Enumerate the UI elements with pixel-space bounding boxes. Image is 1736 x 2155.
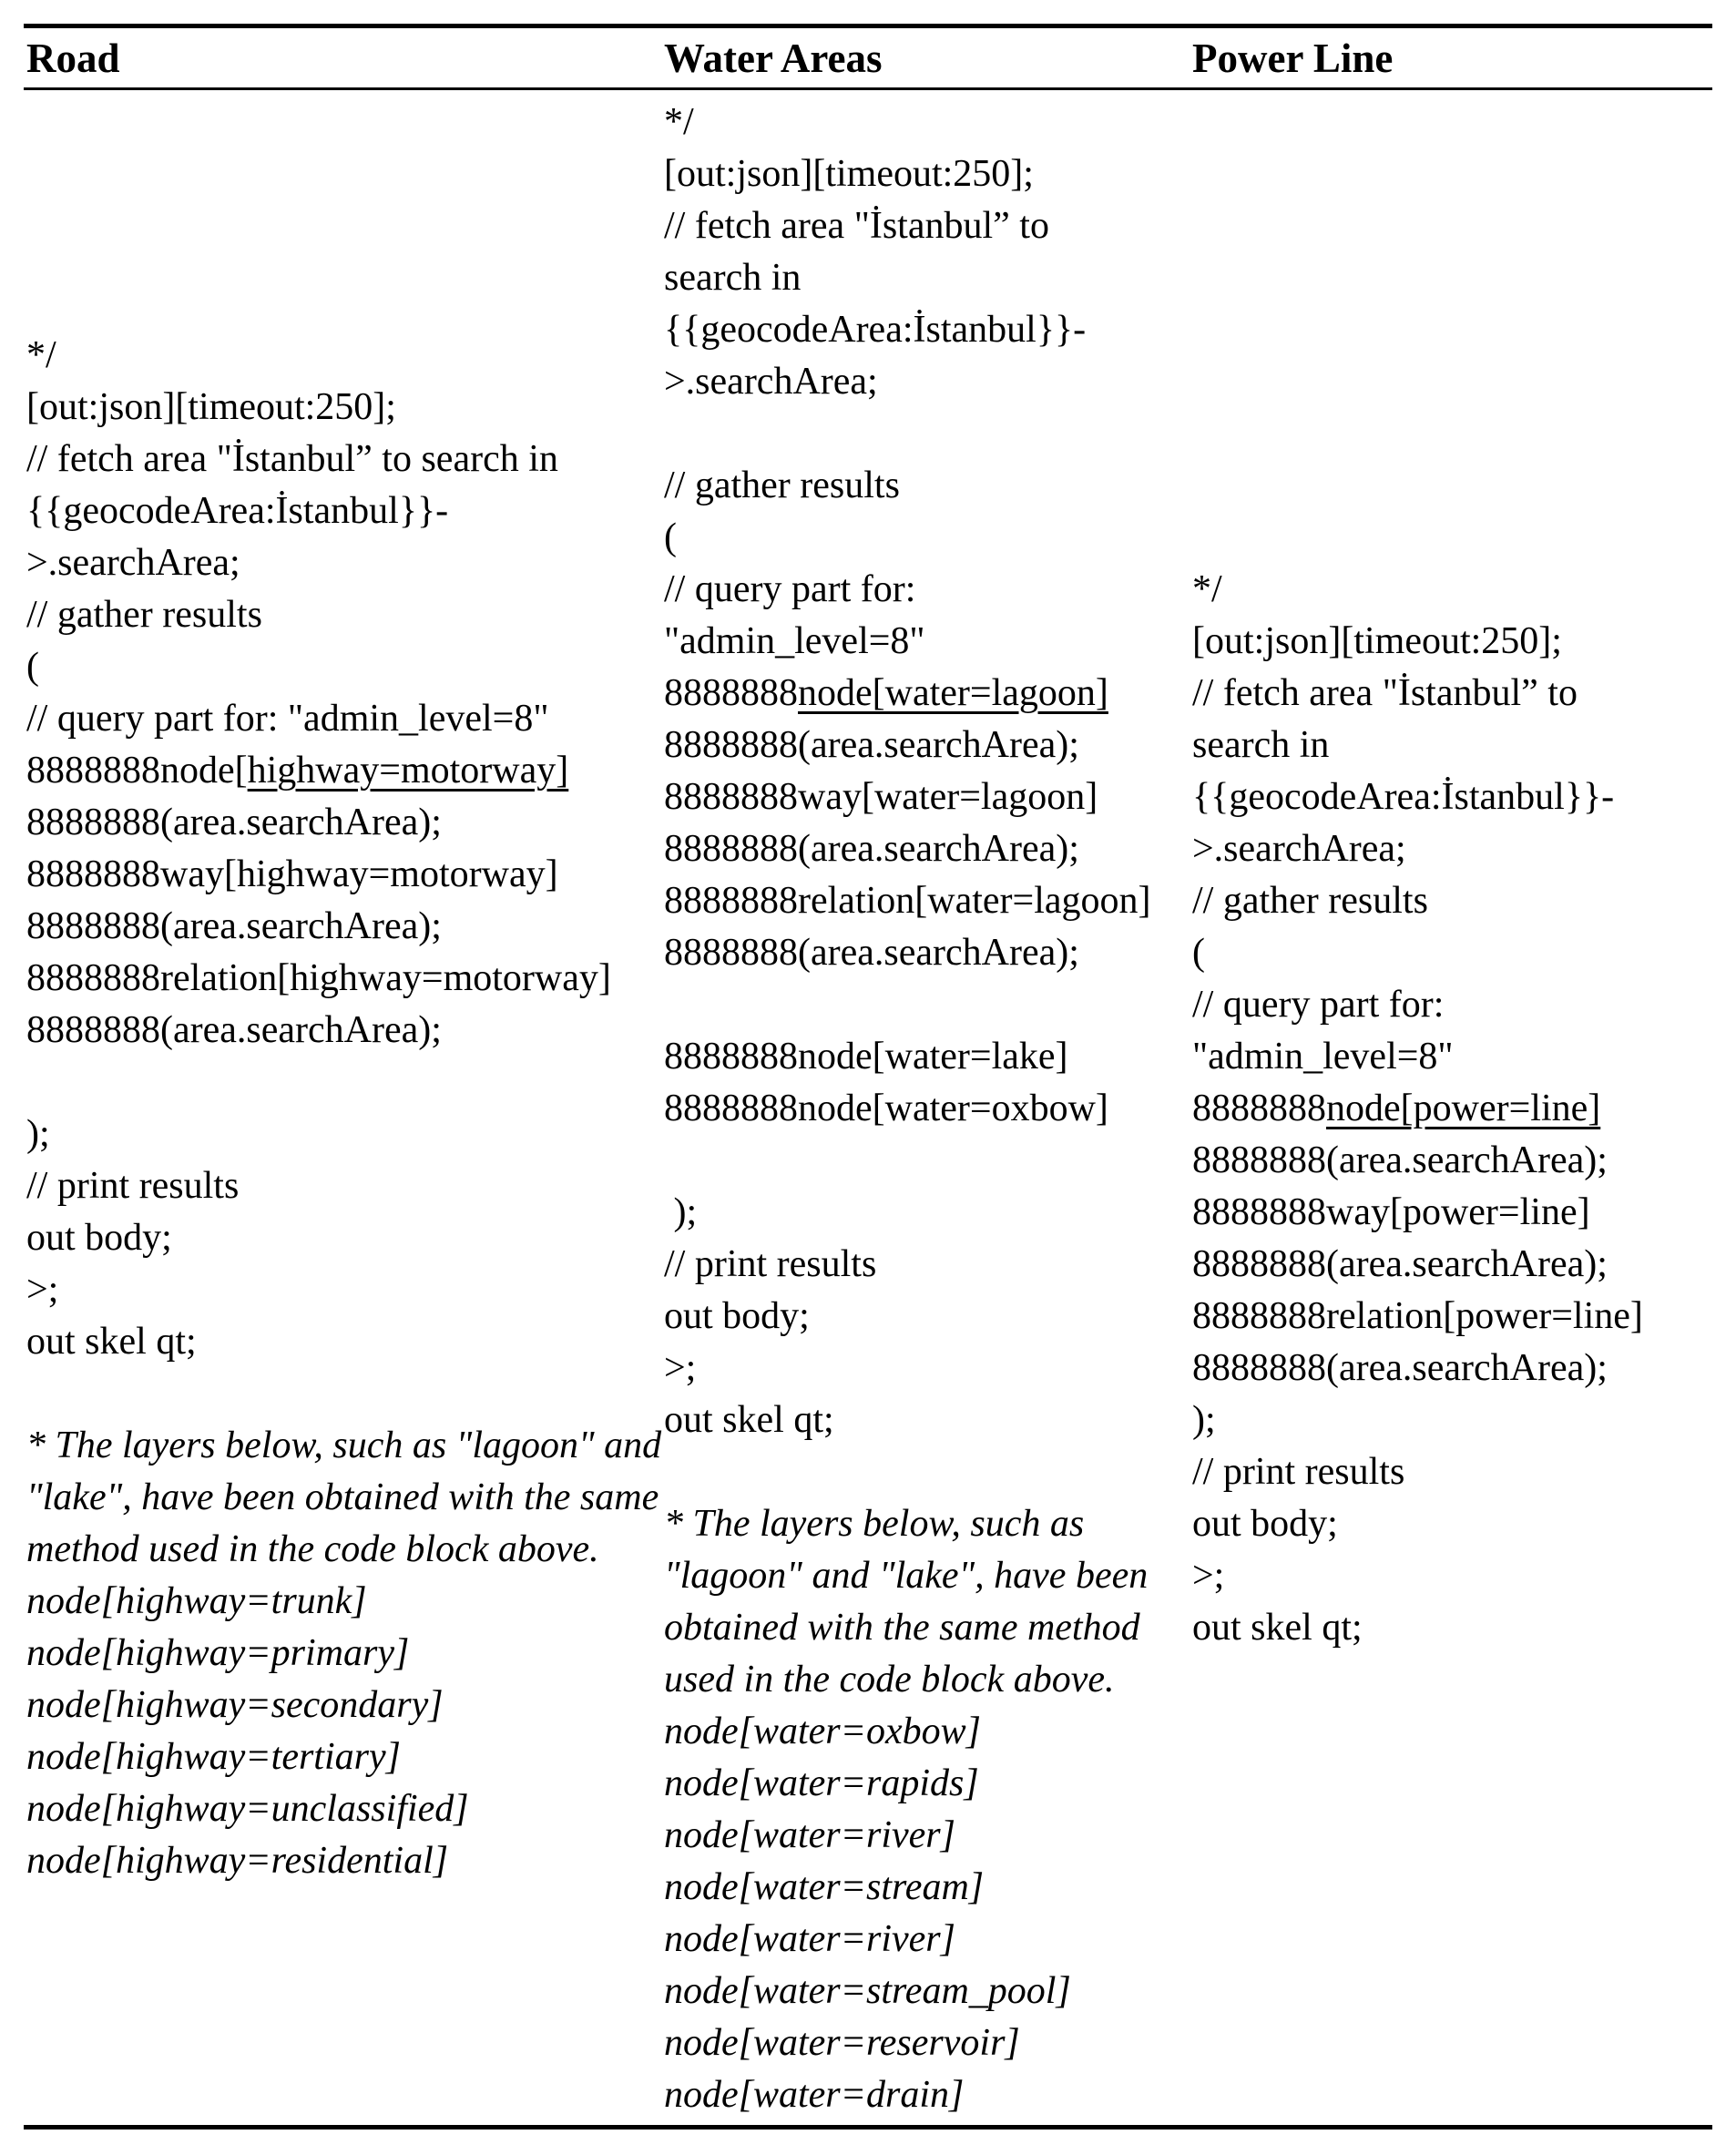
road-code-line (26, 1057, 661, 1108)
water-areas-code-line: ( (664, 516, 677, 558)
water-areas-code-line: 8888888node[water=oxbow] (664, 1087, 1108, 1129)
table-header-row (24, 28, 1712, 90)
power-line-code-line: 8888888(area.searchArea); (1192, 1139, 1608, 1181)
water-areas-code-line: "admin_level=8" (664, 619, 925, 662)
power-line-column-cell (1190, 564, 1718, 1654)
road-code-line: 8888888(area.searchArea); (26, 1009, 442, 1051)
power-line-code-line: search in (1192, 723, 1330, 766)
power-line-code-line-underlined: node[power=line] (1326, 1087, 1601, 1129)
water-areas-note-block (664, 1498, 1190, 2121)
water-areas-note-line: node[water=reservoir] (664, 2021, 1020, 2064)
water-areas-code-line: out skel qt; (664, 1398, 834, 1441)
water-areas-code-line: 8888888way[water=lagoon] (664, 775, 1098, 818)
water-areas-code-line: */ (664, 100, 694, 143)
road-note-block (26, 1420, 661, 1887)
road-code-line: [out:json][timeout:250]; (26, 386, 396, 428)
road-note-line: node[highway=trunk] (26, 1580, 367, 1622)
water-areas-note-line: used in the code block above. (664, 1658, 1115, 1701)
water-areas-code-line: 8888888relation[water=lagoon] (664, 879, 1151, 922)
road-note-line: node[highway=primary] (26, 1632, 410, 1674)
road-code-line: // gather results (26, 594, 262, 636)
road-note-line: "lake", have been obtained with the same (26, 1476, 659, 1518)
water-areas-code-line (664, 1135, 1190, 1187)
road-code-line: ( (26, 646, 39, 688)
power-line-code-line: [out:json][timeout:250]; (1192, 619, 1562, 662)
water-areas-code-line (664, 668, 1190, 720)
power-line-code-line: // query part for: (1192, 983, 1445, 1026)
power-line-code-line: 8888888(area.searchArea); (1192, 1346, 1608, 1389)
water-areas-note-line: node[water=rapids] (664, 1762, 979, 1804)
road-note-line: node[highway=residential] (26, 1840, 449, 1882)
water-areas-code-line: // print results (664, 1242, 877, 1285)
road-code-line: 8888888relation[highway=motorway] (26, 957, 611, 999)
water-areas-note-line: node[water=river] (664, 1917, 955, 1960)
water-areas-note-line: node[water=stream] (664, 1865, 985, 1908)
road-code-line: 8888888(area.searchArea); (26, 802, 442, 843)
power-line-code-line: >; (1192, 1554, 1225, 1597)
water-areas-code-line: >; (664, 1346, 697, 1389)
power-line-code-block (1192, 564, 1718, 1654)
road-note-line: node[highway=tertiary] (26, 1736, 401, 1778)
water-areas-code-line (664, 408, 1190, 460)
road-code-line: // fetch area "İstanbul” to search in (26, 438, 558, 480)
road-note-line: node[highway=secondary] (26, 1684, 444, 1726)
water-areas-note-line: node[water=stream_pool] (664, 1969, 1071, 2012)
column-header-power-line: Power Line (1192, 36, 1394, 81)
water-areas-code-line: >.searchArea; (664, 360, 878, 403)
power-line-code-line: "admin_level=8" (1192, 1035, 1454, 1078)
water-areas-code-line: ); (664, 1190, 698, 1233)
query-comparison-table (24, 24, 1712, 2129)
road-note-line: * The layers below, such as "lagoon" and (26, 1425, 662, 1466)
power-line-code-line: out body; (1192, 1502, 1338, 1545)
water-areas-code-line: 8888888(area.searchArea); (664, 723, 1079, 766)
power-line-code-line-prefix: 8888888 (1192, 1087, 1326, 1129)
water-areas-code-line: [out:json][timeout:250]; (664, 152, 1034, 195)
column-header-road: Road (26, 36, 120, 81)
road-code-line: {{geocodeArea:İstanbul}}- (26, 490, 449, 532)
water-areas-code-line: // query part for: (664, 567, 916, 610)
water-areas-code-line: 8888888node[water=lake] (664, 1035, 1068, 1078)
power-line-code-line: ); (1192, 1398, 1216, 1441)
road-code-line-prefix: 8888888node[ (26, 750, 248, 792)
power-line-code-line: */ (1192, 567, 1222, 610)
road-code-line: 8888888(area.searchArea); (26, 905, 442, 947)
water-areas-note-line: node[water=oxbow] (664, 1710, 981, 1752)
water-areas-code-line: // fetch area "İstanbul” to (664, 204, 1049, 247)
water-areas-code-line: out body; (664, 1294, 810, 1337)
water-areas-code-line: {{geocodeArea:İstanbul}}- (664, 308, 1087, 351)
power-line-code-line: // gather results (1192, 879, 1428, 922)
power-line-code-line: 8888888way[power=line] (1192, 1190, 1590, 1233)
power-line-code-line: ( (1192, 931, 1205, 974)
road-code-block (26, 330, 661, 1368)
road-code-line: ); (26, 1113, 50, 1155)
water-areas-code-line (664, 979, 1190, 1031)
road-code-line: 8888888way[highway=motorway] (26, 853, 558, 895)
water-areas-note-line: * The layers below, such as (664, 1502, 1085, 1545)
column-header-water-areas: Water Areas (664, 36, 883, 81)
road-code-line: >; (26, 1269, 59, 1311)
power-line-code-line: 8888888(area.searchArea); (1192, 1242, 1608, 1285)
road-code-line: out skel qt; (26, 1321, 197, 1363)
power-line-code-line: >.searchArea; (1192, 827, 1406, 870)
power-line-code-line: out skel qt; (1192, 1606, 1363, 1649)
water-areas-column-cell (661, 97, 1190, 2121)
road-code-line: */ (26, 334, 56, 376)
road-note-line: method used in the code block above. (26, 1528, 599, 1570)
power-line-code-line: // print results (1192, 1450, 1405, 1493)
water-areas-code-line-prefix: 8888888 (664, 671, 798, 714)
water-areas-note-line: node[water=drain] (664, 2073, 965, 2116)
road-column-cell (24, 330, 661, 1887)
road-code-line: >.searchArea; (26, 542, 240, 584)
power-line-code-line: // fetch area "İstanbul” to (1192, 671, 1578, 714)
road-note-line: node[highway=unclassified] (26, 1788, 469, 1830)
road-code-line (26, 745, 661, 797)
road-code-line-underlined: highway=motorway] (247, 750, 569, 792)
road-code-line: out body; (26, 1217, 172, 1259)
table-body-row (24, 90, 1712, 2125)
water-areas-code-line-underlined: node[water=lagoon] (798, 671, 1108, 714)
water-areas-code-block (664, 97, 1190, 1446)
water-areas-code-line: 8888888(area.searchArea); (664, 931, 1079, 974)
water-areas-note-line: obtained with the same method (664, 1606, 1140, 1649)
water-areas-note-line: "lagoon" and "lake", have been (664, 1554, 1149, 1597)
water-areas-code-line: 8888888(area.searchArea); (664, 827, 1079, 870)
power-line-code-line: 8888888relation[power=line] (1192, 1294, 1643, 1337)
water-areas-code-line: // gather results (664, 464, 900, 506)
road-code-line: // print results (26, 1165, 240, 1207)
water-areas-code-line: search in (664, 256, 802, 299)
water-areas-note-line: node[water=river] (664, 1813, 955, 1856)
power-line-code-line: {{geocodeArea:İstanbul}}- (1192, 775, 1615, 818)
road-code-line: // query part for: "admin_level=8" (26, 698, 549, 740)
power-line-code-line (1192, 1083, 1718, 1135)
